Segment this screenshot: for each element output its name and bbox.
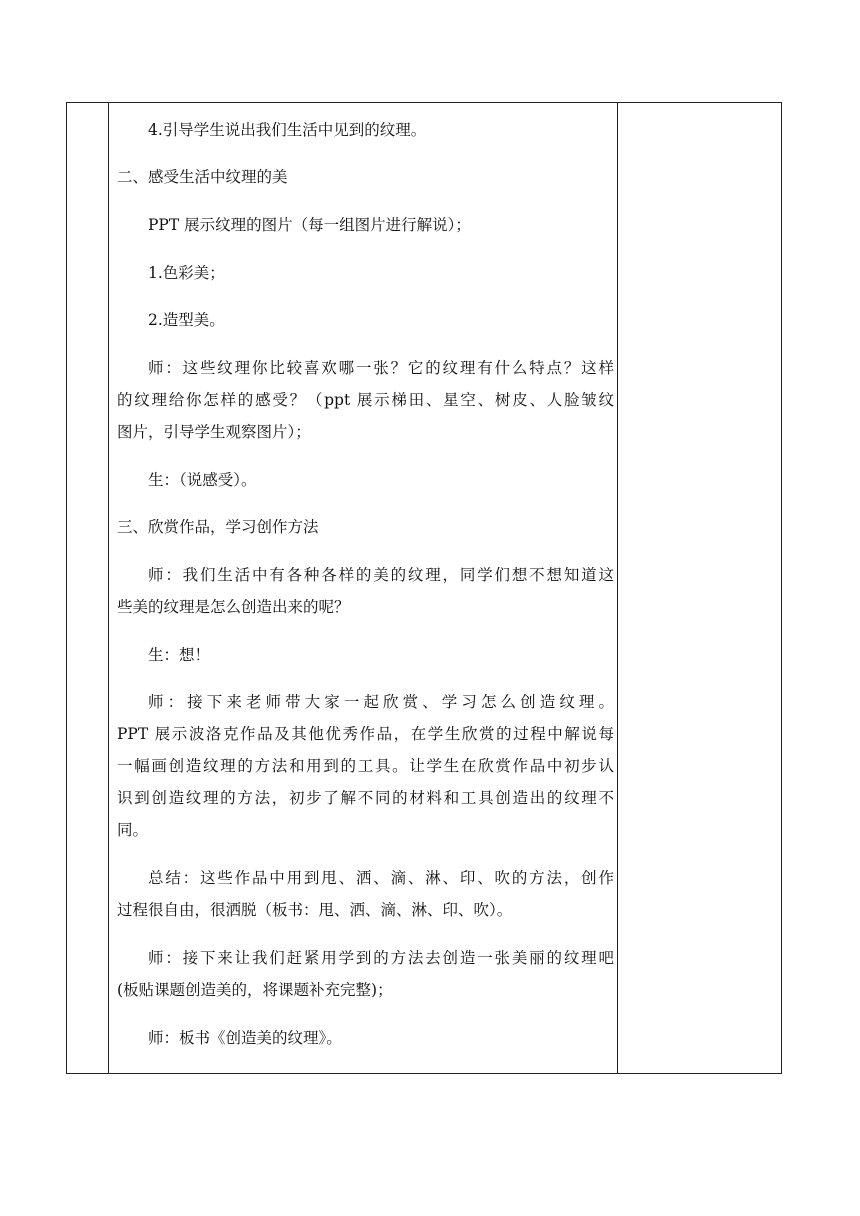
paragraph-line: 总结：这些作品中用到甩、洒、滴、淋、印、吹的方法，创作	[148, 869, 614, 887]
paragraph-line: 2.造型美。	[148, 311, 225, 329]
paragraph-line: 师：这些纹理你比较喜欢哪一张？它的纹理有什么特点？这样	[148, 359, 614, 377]
right-column-cell	[617, 103, 781, 1073]
paragraph-line: 4.引导学生说出我们生活中见到的纹理。	[148, 121, 427, 139]
paragraph-line: 的纹理给你怎样的感受？（ppt 展示梯田、星空、树皮、人脸皱纹	[117, 391, 614, 409]
content-cell	[109, 103, 618, 1073]
paragraph-line: 师：接下来老师带大家一起欣赏、学习怎么创造纹理。	[148, 693, 614, 711]
lesson-table	[66, 102, 782, 1074]
paragraph-line: 师：板书《创造美的纹理》。	[148, 1029, 342, 1047]
section-heading: 二、感受生活中纹理的美	[117, 168, 288, 186]
paragraph-line: PPT 展示纹理的图片（每一组图片进行解说）；	[148, 216, 471, 234]
left-column-cell	[67, 103, 109, 1073]
paragraph-line: 师：我们生活中有各种各样的美的纹理，同学们想不想知道这	[148, 566, 614, 584]
paragraph-line: 识到创造纹理的方法，初步了解不同的材料和工具创造出的纹理不	[117, 789, 614, 807]
paragraph-line: 师：接下来让我们赶紧用学到的方法去创造一张美丽的纹理吧	[148, 949, 614, 967]
paragraph-line: 生：想！	[148, 646, 211, 664]
paragraph-line: 些美的纹理是怎么创造出来的呢？	[117, 598, 350, 616]
paragraph-line: 一幅画创造纹理的方法和用到的工具。让学生在欣赏作品中初步认	[117, 757, 614, 775]
paragraph-line: PPT 展示波洛克作品及其他优秀作品，在学生欣赏的过程中解说每	[117, 725, 614, 743]
paragraph-line: 图片，引导学生观察图片）；	[117, 423, 311, 441]
paragraph-line: 同。	[117, 821, 149, 839]
section-heading: 三、欣赏作品，学习创作方法	[117, 518, 319, 536]
paragraph-line: (板贴课题创造美的，将课题补充完整)；	[117, 981, 393, 999]
paragraph-line: 1.色彩美；	[148, 264, 225, 282]
paragraph-line: 生：（说感受）。	[148, 471, 257, 489]
paragraph-line: 过程很自由，很洒脱（板书：甩、洒、滴、淋、印、吹）。	[117, 901, 513, 919]
